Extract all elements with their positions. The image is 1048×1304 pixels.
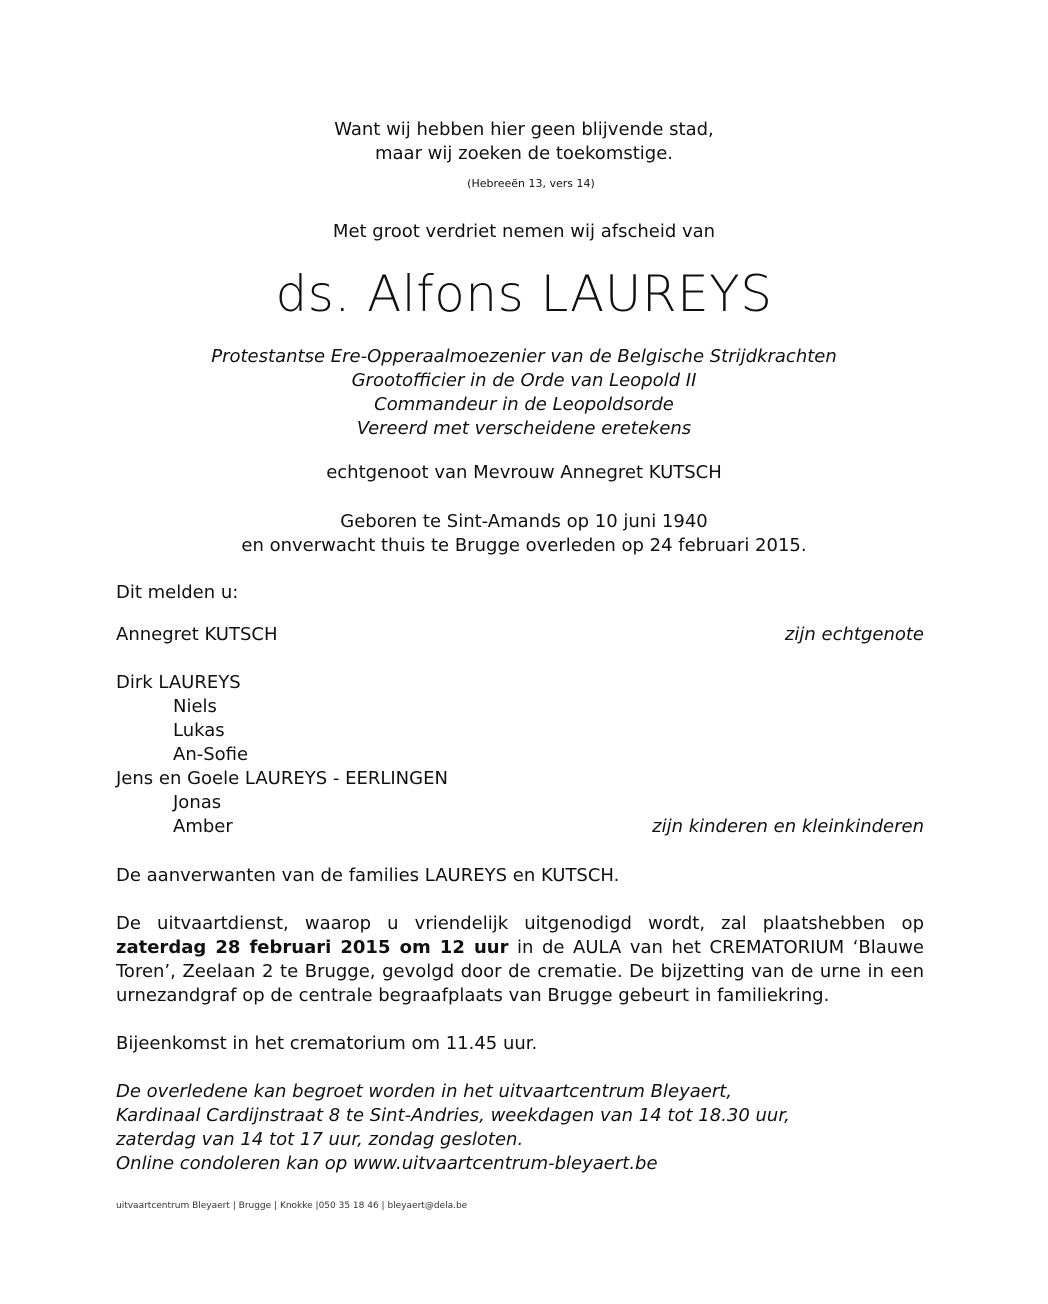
spouse-line: echtgenoot van Mevrouw Annegret KUTSCH [326,462,722,483]
family-row [116,767,924,791]
children-list [116,671,924,839]
family-name: Lukas [173,720,225,741]
service-text: in de AULA van het CREMATORIUM ‘Blauwe Toren’, Zeelaan 2 te Brugge, gevolgd door de crematie. De bijzetting van de urne in een urnezandgraf op de centrale begraafplaats van Brugge gebeurt in familiekring. [116,937,924,1006]
family-row [116,791,981,815]
honorary-titles [0,345,1048,441]
quote-line-2: maar wij zoeken de toekomstige. [374,143,674,164]
service-text: De uitvaartdienst, waarop u vriendelijk uitgenodigd wordt, zal plaatshebben op [116,913,924,934]
visiting-info [116,1080,924,1176]
family-row [116,743,981,767]
family-name: Niels [173,696,217,717]
life-dates [0,510,1048,558]
title-line: Grootofficier in de Orde van Leopold II [351,370,697,391]
family-relation: zijn echtgenote [784,624,924,645]
family-row [116,671,924,695]
relatives-text: De aanverwanten van de families LAUREYS en KUTSCH. [116,865,620,886]
quote-reference: (Hebreeën 13, vers 14) [467,177,595,190]
family-name: Jens en Goele LAUREYS - EERLINGEN [116,768,448,789]
family-name: Jonas [173,792,222,813]
footer-contact: uitvaartcentrum Bleyaert | Brugge | Knokke |050 35 18 46 | bleyaert@dela.be [116,1201,468,1211]
visiting-line: zaterdag van 14 tot 17 uur, zondag gesloten. [116,1129,524,1150]
spouse-entry [116,623,924,647]
title-line: Protestantse Ere-Opperaalmoezenier van de Belgische Strijdkrachten [211,346,837,367]
visiting-line: De overledene kan begroet worden in het uitvaartcentrum Bleyaert, [116,1081,733,1102]
family-relation: zijn kinderen en kleinkinderen [652,816,924,837]
announce-text: Dit melden u: [116,582,239,603]
title-line: Commandeur in de Leopoldsorde [374,394,674,415]
gathering-text: Bijeenkomst in het crematorium om 11.45 uur. [116,1033,538,1054]
family-row [116,719,981,743]
family-row [116,695,981,719]
family-row [116,623,924,647]
visiting-line: Online condoleren kan op www.uitvaartcentrum-bleyaert.be [116,1153,658,1174]
birth-line: Geboren te Sint-Amands op 10 juni 1940 [340,511,708,532]
death-line: en onverwacht thuis te Brugge overleden op 24 februari 2015. [241,535,807,556]
family-name: Annegret KUTSCH [116,624,278,645]
family-row [116,815,924,839]
service-date-highlight: zaterdag 28 februari 2015 om 12 uur [116,937,509,958]
family-name: Amber [173,816,233,837]
service-paragraph [116,912,924,1008]
title-line: Vereerd met verscheidene eretekens [356,418,692,439]
intro-text: Met groot verdriet nemen wij afscheid van [332,221,716,242]
visiting-line: Kardinaal Cardijnstraat 8 te Sint-Andries, weekdagen van 14 tot 18.30 uur, [116,1105,790,1126]
quote-line-1: Want wij hebben hier geen blijvende stad, [334,119,714,140]
bible-quote [0,118,1048,166]
family-name: Dirk LAUREYS [116,672,241,693]
deceased-name: ds. Alfons LAUREYS [275,265,773,323]
family-name: An-Sofie [173,744,249,765]
